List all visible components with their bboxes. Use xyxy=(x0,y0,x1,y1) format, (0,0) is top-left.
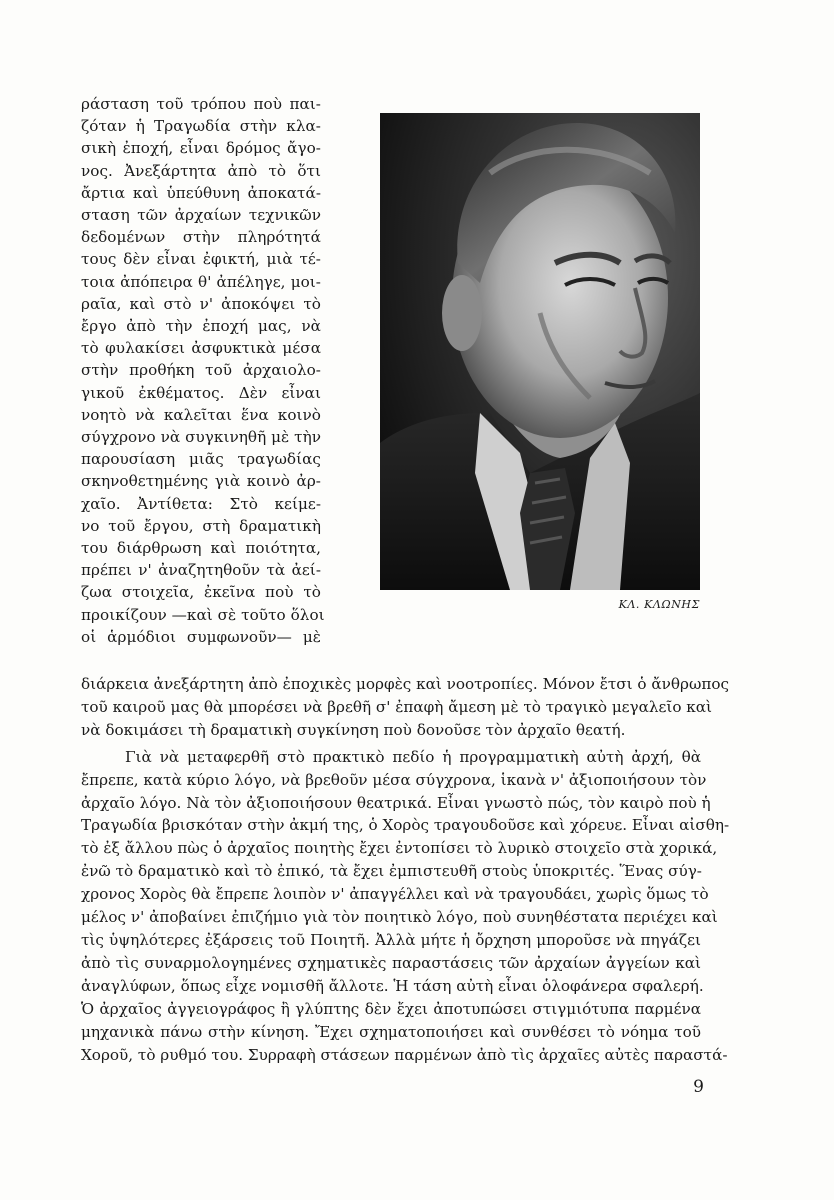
text-line: ζόταν ἡ Τραγωδία στὴν κλα- xyxy=(81,117,321,136)
text-line: Χοροῦ, τὸ ρυθμό του. Συρραφὴ στάσεων παρμένων ἀπὸ τὶς ἀρχαῖες αὐτὲς παραστά- xyxy=(81,1045,728,1064)
text-line: χαῖο. Ἀντίθετα: Στὸ κείμε- xyxy=(81,494,321,513)
text-line: ἔπρεπε, κατὰ κύριο λόγο, νὰ βρεθοῦν μέσα σύγχρονα, ἱκανὰ ν' ἀξιοποιήσουν τὸν xyxy=(81,770,707,789)
text-line: ράσταση τοῦ τρόπου ποὺ παι- xyxy=(81,95,321,113)
text-line: τοῦ καιροῦ μας θὰ μπορέσει νὰ βρεθῆ σ' ἐπαφὴ ἄμεση μὲ τὸ τραγικὸ μεγαλεῖο καὶ xyxy=(81,697,713,716)
text-line: γικοῦ ἐκθέματος. Δὲν εἶναι xyxy=(81,383,321,402)
text-line: τὸ φυλακίσει ἀσφυκτικὰ μέσα xyxy=(81,339,321,358)
text-line: ραῖα, καὶ στὸ ν' ἀποκόψει τὸ xyxy=(81,294,321,313)
text-line: ἀναγλύφων, ὅπως εἶχε νομισθῆ ἄλλοτε. Ἡ τάση αὐτὴ εἶναι ὁλοφάνερα σφαλερή. xyxy=(81,976,704,995)
portrait-photo xyxy=(380,113,700,590)
text-line: οἱ ἁρμόδιοι συμφωνοῦν— μὲ xyxy=(81,627,321,646)
text-line: σταση τῶν ἀρχαίων τεχνικῶν xyxy=(81,206,321,225)
text-line: ζωα στοιχεῖα, ἐκεῖνα ποὺ τὸ xyxy=(81,583,321,602)
text-line: δεδομένων στὴν πληρότητά xyxy=(81,228,321,247)
photo-caption: ΚΛ. ΚΛΩΝΗΣ xyxy=(618,598,700,611)
text-line: νοητὸ νὰ καλεῖται ἕνα κοινὸ xyxy=(81,405,321,424)
text-line: τὶς ὑψηλότερες ἐξάρσεις τοῦ Ποιητῆ. Ἀλλὰ μήτε ἡ ὄρχηση μποροῦσε νὰ πηγάζει xyxy=(81,930,701,949)
text-line: στὴν προθήκη τοῦ ἀρχαιολο- xyxy=(81,361,321,380)
full-width-text xyxy=(81,673,730,1066)
page-number: 9 xyxy=(693,1077,704,1097)
text-line: Τραγωδία βρισκόταν στὴν ἀκμή της, ὁ Χορὸς τραγουδοῦσε καὶ χόρευε. Εἶναι αἰσθη- xyxy=(81,816,730,835)
text-line: ἔργο ἀπὸ τὴν ἐποχή μας, νὰ xyxy=(81,317,321,336)
text-line: χρονος Χορὸς θὰ ἔπρεπε λοιπὸν ν' ἀπαγγέλλει καὶ νὰ τραγουδάει, χωρὶς ὅμως τὸ xyxy=(81,885,709,904)
text-line: διάρκεια ἀνεξάρτητη ἀπὸ ἐποχικὲς μορφὲς καὶ νοοτροπίες. Μόνον ἔτσι ὁ ἄνθρωπος xyxy=(81,675,729,693)
text-line: ἄρτια καὶ ὑπεύθυνη ἀποκατά- xyxy=(81,183,321,202)
text-line: του διάρθρωση καὶ ποιότητα, xyxy=(81,539,321,558)
left-text-column xyxy=(81,93,325,648)
text-line: σκηνοθετημένης γιὰ κοινὸ ἀρ- xyxy=(81,472,321,491)
portrait-illustration xyxy=(380,113,700,590)
text-line: παρουσίαση μιᾶς τραγωδίας xyxy=(81,450,321,469)
text-line: νὰ δοκιμάσει τὴ δραματικὴ συγκίνηση ποὺ δονοῦσε τὸν ἀρχαῖο θεατή. xyxy=(81,720,626,739)
text-line: τους δὲν εἶναι ἐφικτή, μιὰ τέ- xyxy=(81,250,321,269)
text-line: μηχανικὰ πάνω στὴν κίνηση. Ἔχει σχηματοποιήσει καὶ συνθέσει τὸ νόημα τοῦ xyxy=(81,1022,701,1041)
text-line: προικίζουν —καὶ σὲ τοῦτο ὅλοι xyxy=(81,605,325,624)
text-line: πρέπει ν' ἀναζητηθοῦν τὰ ἀεί- xyxy=(81,561,321,580)
text-line: τοια ἀπόπειρα θ' ἀπέληγε, μοι- xyxy=(81,272,321,291)
text-line: τὸ ἐξ ἄλλου πὼς ὁ ἀρχαῖος ποιητὴς ἔχει ἐντοπίσει τὸ λυρικὸ στοιχεῖο στὰ χορικά, xyxy=(81,839,718,858)
text-line: Γιὰ νὰ μεταφερθῆ στὸ πρακτικὸ πεδίο ἡ προγραμματικὴ αὐτὴ ἀρχή, θὰ xyxy=(125,747,701,766)
text-line: ἐνῶ τὸ δραματικὸ καὶ τὸ ἐπικό, τὰ ἔχει ἐμπιστευθῆ στοὺς ὑποκριτές. Ἕνας σύγ- xyxy=(81,862,702,881)
text-line: μέλος ν' ἀποβαίνει ἐπιζήμιο γιὰ τὸν ποιητικὸ λόγο, ποὺ συνηθέστατα περιέχει καὶ xyxy=(81,908,718,927)
text-line: σύγχρονο νὰ συγκινηθῆ μὲ τὴν xyxy=(81,428,321,447)
text-line: νο τοῦ ἔργου, στὴ δραματικὴ xyxy=(81,516,321,535)
text-line: νος. Ἀνεξάρτητα ἀπὸ τὸ ὅτι xyxy=(81,161,321,180)
text-line: Ὁ ἀρχαῖος ἀγγειογράφος ἢ γλύπτης δὲν ἔχει ἀποτυπώσει στιγμιότυπα παρμένα xyxy=(81,999,701,1018)
text-line: ἀπὸ τὶς συναρμολογημένες σχηματικὲς παραστάσεις τῶν ἀρχαίων ἀγγείων καὶ xyxy=(81,953,701,972)
text-line: ἀρχαῖο λόγο. Νὰ τὸν ἀξιοποιήσουν θεατρικά. Εἶναι γνωστὸ πώς, τὸν καιρὸ ποὺ ἡ xyxy=(81,793,711,812)
text-line: σικὴ ἐποχή, εἶναι δρόμος ἄγο- xyxy=(81,139,321,158)
